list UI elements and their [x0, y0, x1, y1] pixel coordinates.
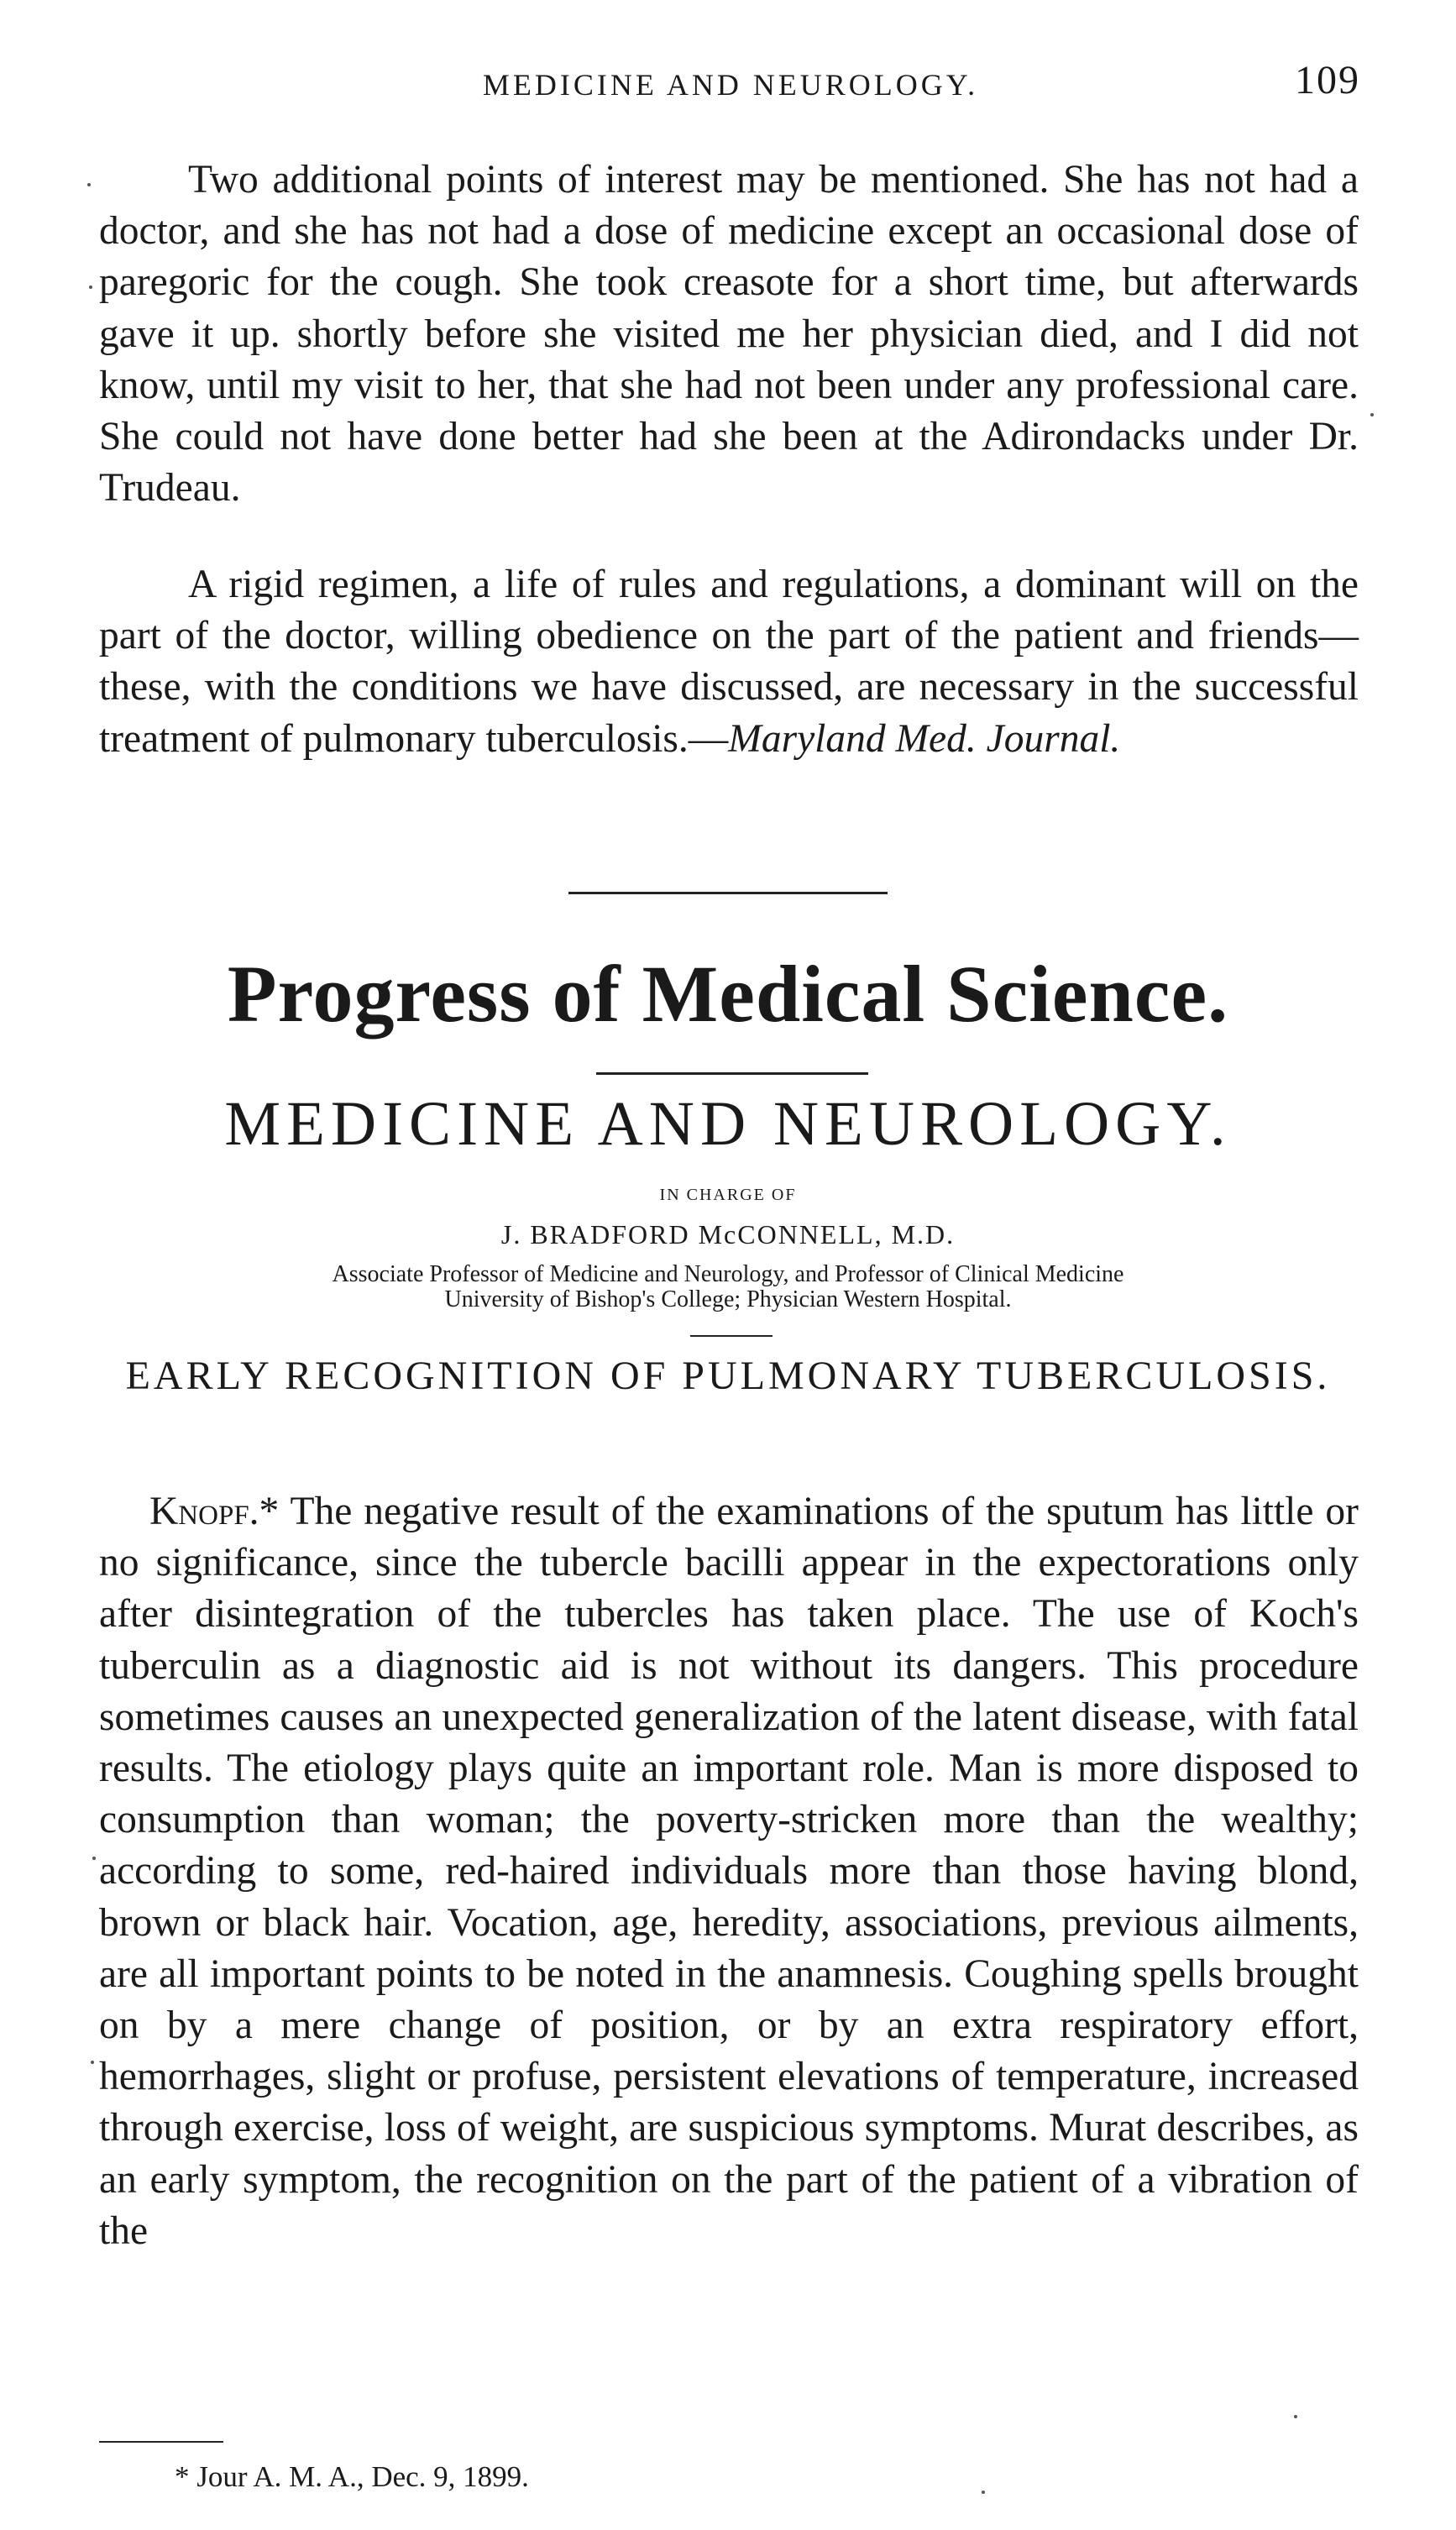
running-title: MEDICINE AND NEUROLOGY. [482, 68, 979, 102]
article-author: Knopf.* [149, 1490, 280, 1533]
footnote: * Jour A. M. A., Dec. 9, 1899. [175, 2460, 529, 2493]
page-header [101, 57, 1360, 116]
source-citation: Maryland Med. Journal. [728, 716, 1121, 761]
print-speck [91, 2061, 94, 2064]
footnote-rule [99, 2441, 223, 2443]
editor-affiliation-line-1: Associate Professor of Medicine and Neurology, and Professor of Clinical Medicine [332, 1261, 1124, 1287]
print-speck [92, 1857, 96, 1860]
print-speck [87, 183, 91, 186]
article-body [99, 1486, 1359, 2257]
print-speck [1370, 413, 1374, 416]
in-charge-label: IN CHARGE OF [659, 1186, 797, 1204]
paragraph-regimen [99, 559, 1359, 765]
article-title [0, 1350, 1456, 1401]
paragraph-patient-care: Two additional points of interest may be mentioned. She has not had a doctor, and she has not had a dose of medicine except an occasional dose of paregoric for the cough. She took creasote for a short time, but afterwards gave it up. shortly before she visited me her physician died, and I did not know, until my visit to her, that she had not been under any professional care. She could not have done better had she been at the Adirondacks under Dr. Trudeau. [99, 158, 1359, 511]
article-divider [690, 1335, 773, 1337]
print-speck [89, 285, 92, 289]
editor-affiliation-line-2: University of Bishop's College; Physician Western Hospital. [444, 1286, 1012, 1312]
editor-name: J. BRADFORD McCONNELL, M.D. [500, 1219, 956, 1249]
print-speck [1294, 2415, 1297, 2418]
print-speck [982, 2491, 985, 2494]
section-title: Progress of Medical Science. [227, 949, 1229, 1039]
regimen-text: A rigid regimen, a life of rules and regulations, a dominant will on the part of the doctor, willing obedience on the part of the patient and friends—these, with the conditions we have discussed, are necessary in the successful treatment of pulmonary tuberculosis.— [99, 563, 1359, 761]
section-divider [568, 892, 888, 894]
article-title-text: EARLY RECOGNITION OF PULMONARY TUBERCULOSIS. [125, 1354, 1331, 1398]
title-underline [596, 1072, 868, 1075]
page-number: 109 [1295, 58, 1360, 102]
department-title: MEDICINE AND NEUROLOGY. [224, 1089, 1232, 1159]
article-body-text: The negative result of the examinations of the sputum has little or no significance, since the tubercle bacilli appear in the expectorations only after disintegration of the tubercles has taken place. The use of Koch's tuberculin as a diagnostic aid is not without its dangers. This procedure sometimes causes an unexpected generalization of the latent disease, with fatal results. The etiology plays quite an important role. Man is more disposed to consumption than woman; the poverty-stricken more than the wealthy; according to some, red-haired individuals more than those having blond, brown or black hair. Vocation, age, heredity, associations, previous ailments, are all important points to be noted in the anamnesis. Coughing spells brought on by a mere change of position, or by an extra respiratory effort, hemorrhages, slight or profuse, persistent elevations of temperature, increased through exercise, loss of weight, are suspicious symptoms. Murat describes, as an early symptom, the recognition on the part of the patient of a vibration of the [99, 1490, 1359, 2253]
